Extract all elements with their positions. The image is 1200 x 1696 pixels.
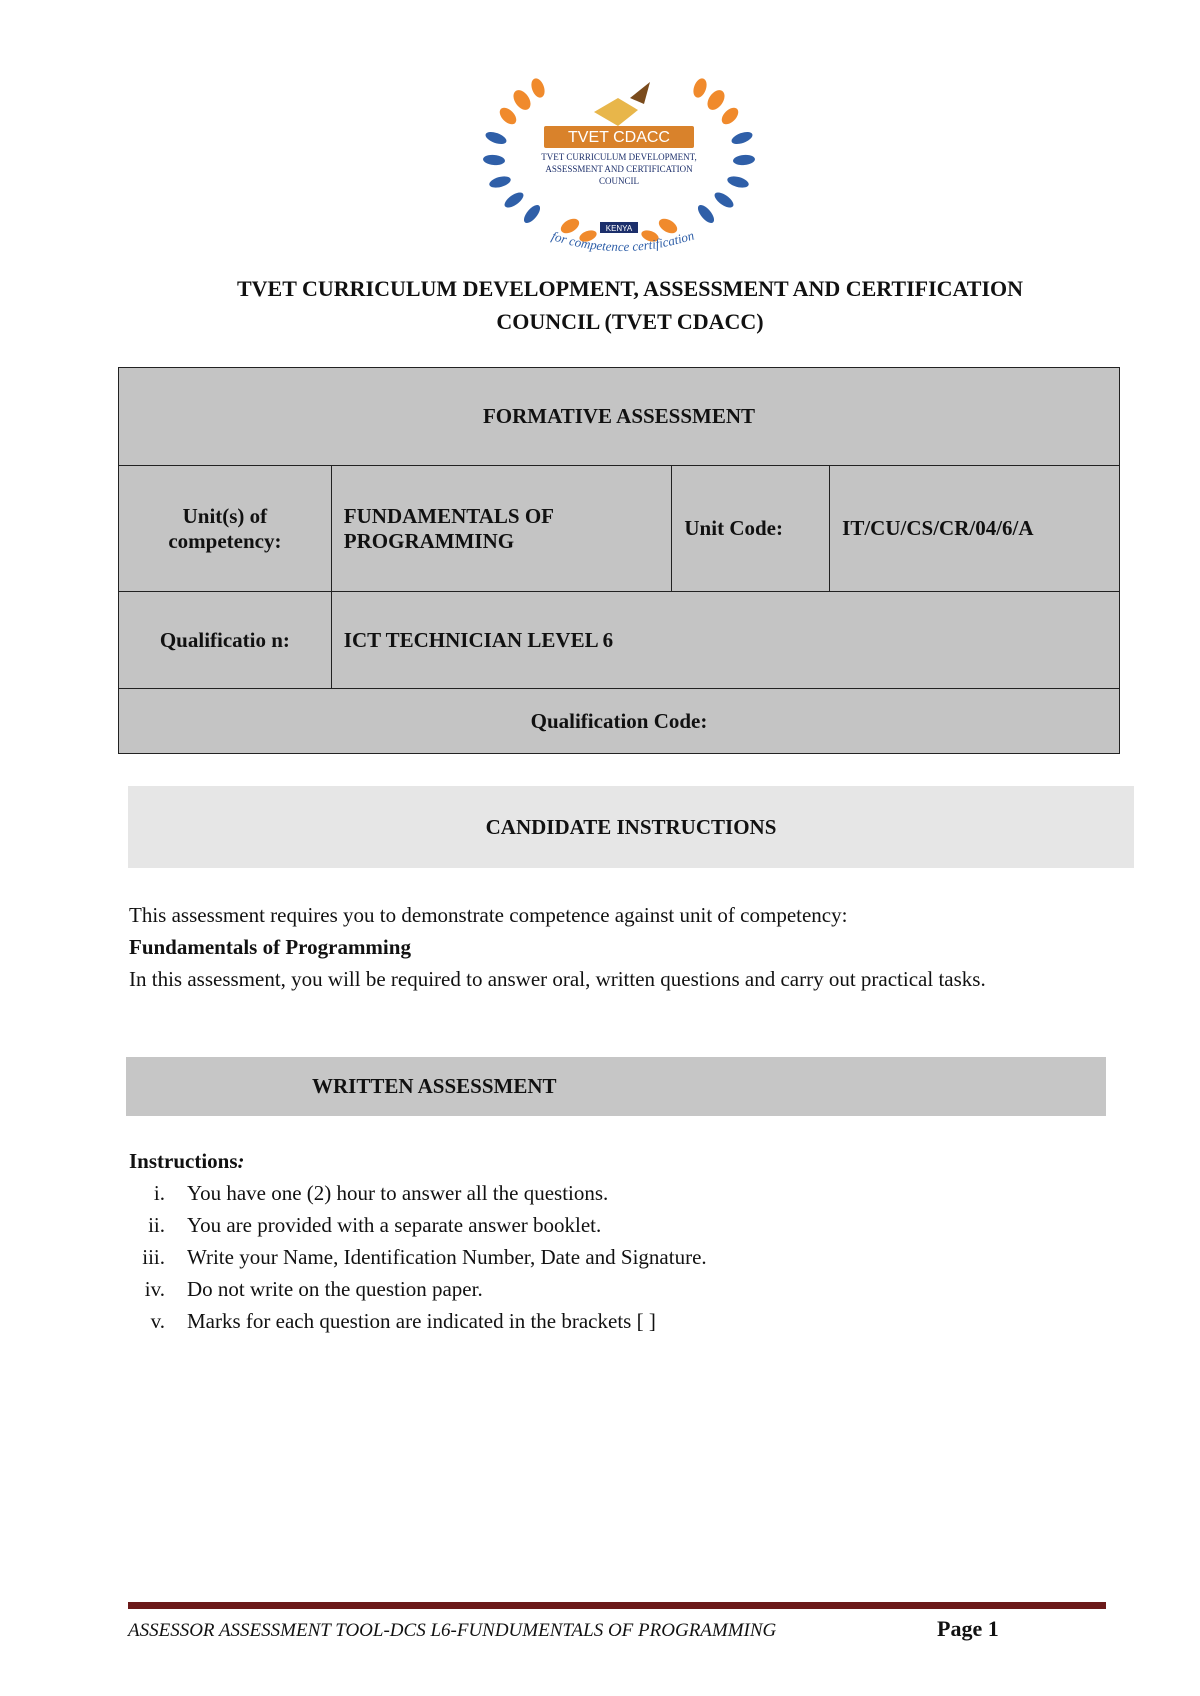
svg-text:COUNCIL: COUNCIL (599, 176, 639, 186)
candidate-line1: This assessment requires you to demonstrate competence against unit of competency: (129, 903, 848, 927)
list-item: iii. Write your Name, Identification Number, Date and Signature. (142, 1245, 707, 1269)
qualification-label: Qualificatio n: (119, 592, 332, 689)
written-instructions (129, 1145, 1089, 1337)
list-item: ii. You are provided with a separate answer booklet. (148, 1213, 602, 1237)
kenya-tag-text: KENYA (605, 224, 633, 233)
unit-code-value: IT/CU/CS/CR/04/6/A (830, 466, 1120, 592)
logo-badge-text: TVET CDACC (568, 129, 670, 146)
book-emblem (594, 98, 638, 126)
logo-motto: for competence certification (549, 227, 696, 255)
candidate-instructions-body (129, 899, 1089, 995)
list-item: i. You have one (2) hour to answer all the questions. (153, 1181, 609, 1205)
written-heading-text: WRITTEN ASSESSMENT (312, 1074, 557, 1098)
unit-name: Fundamentals of Programming (129, 935, 411, 959)
qualification-code-label: Qualification Code: (119, 689, 1120, 754)
unit-code-label: Unit Code: (672, 466, 830, 592)
candidate-line2: In this assessment, you will be required to answer oral, written questions and carry out practical tasks. (129, 967, 986, 991)
svg-text:ASSESSMENT AND CERTIFICATION: ASSESSMENT AND CERTIFICATION (545, 164, 693, 174)
unit-label: Unit(s) of competency: (119, 466, 332, 592)
page-number: Page 1 (937, 1616, 999, 1641)
tvet-cdacc-logo (478, 76, 760, 276)
organization-title (120, 272, 1140, 338)
table-title: FORMATIVE ASSESSMENT (119, 368, 1120, 466)
instructions-list (129, 1177, 1089, 1337)
candidate-heading-text: CANDIDATE INSTRUCTIONS (485, 814, 777, 839)
footer-rule (128, 1602, 1106, 1609)
org-title-line2: COUNCIL (TVET CDACC) (496, 309, 764, 334)
candidate-instructions-heading (128, 786, 1134, 868)
qualification-value: ICT TECHNICIAN LEVEL 6 (331, 592, 1119, 689)
unit-value: FUNDAMENTALS OF PROGRAMMING (331, 466, 672, 592)
instructions-label: Instructions: (129, 1149, 245, 1173)
org-title-line1: TVET CURRICULUM DEVELOPMENT, ASSESSMENT AND CERTIFICATION (236, 276, 1024, 301)
quill-icon (630, 82, 650, 104)
footer-document-title: ASSESSOR ASSESSMENT TOOL-DCS L6-FUNDUMENTALS OF PROGRAMMING (128, 1620, 777, 1641)
list-item: v. Marks for each question are indicated in the brackets [ ] (150, 1309, 656, 1333)
list-item: iv. Do not write on the question paper. (144, 1277, 483, 1301)
svg-text:TVET CURRICULUM DEVELOPMENT,: TVET CURRICULUM DEVELOPMENT, (541, 152, 697, 162)
assessment-info-table (118, 367, 1120, 754)
written-assessment-heading (126, 1057, 1106, 1116)
